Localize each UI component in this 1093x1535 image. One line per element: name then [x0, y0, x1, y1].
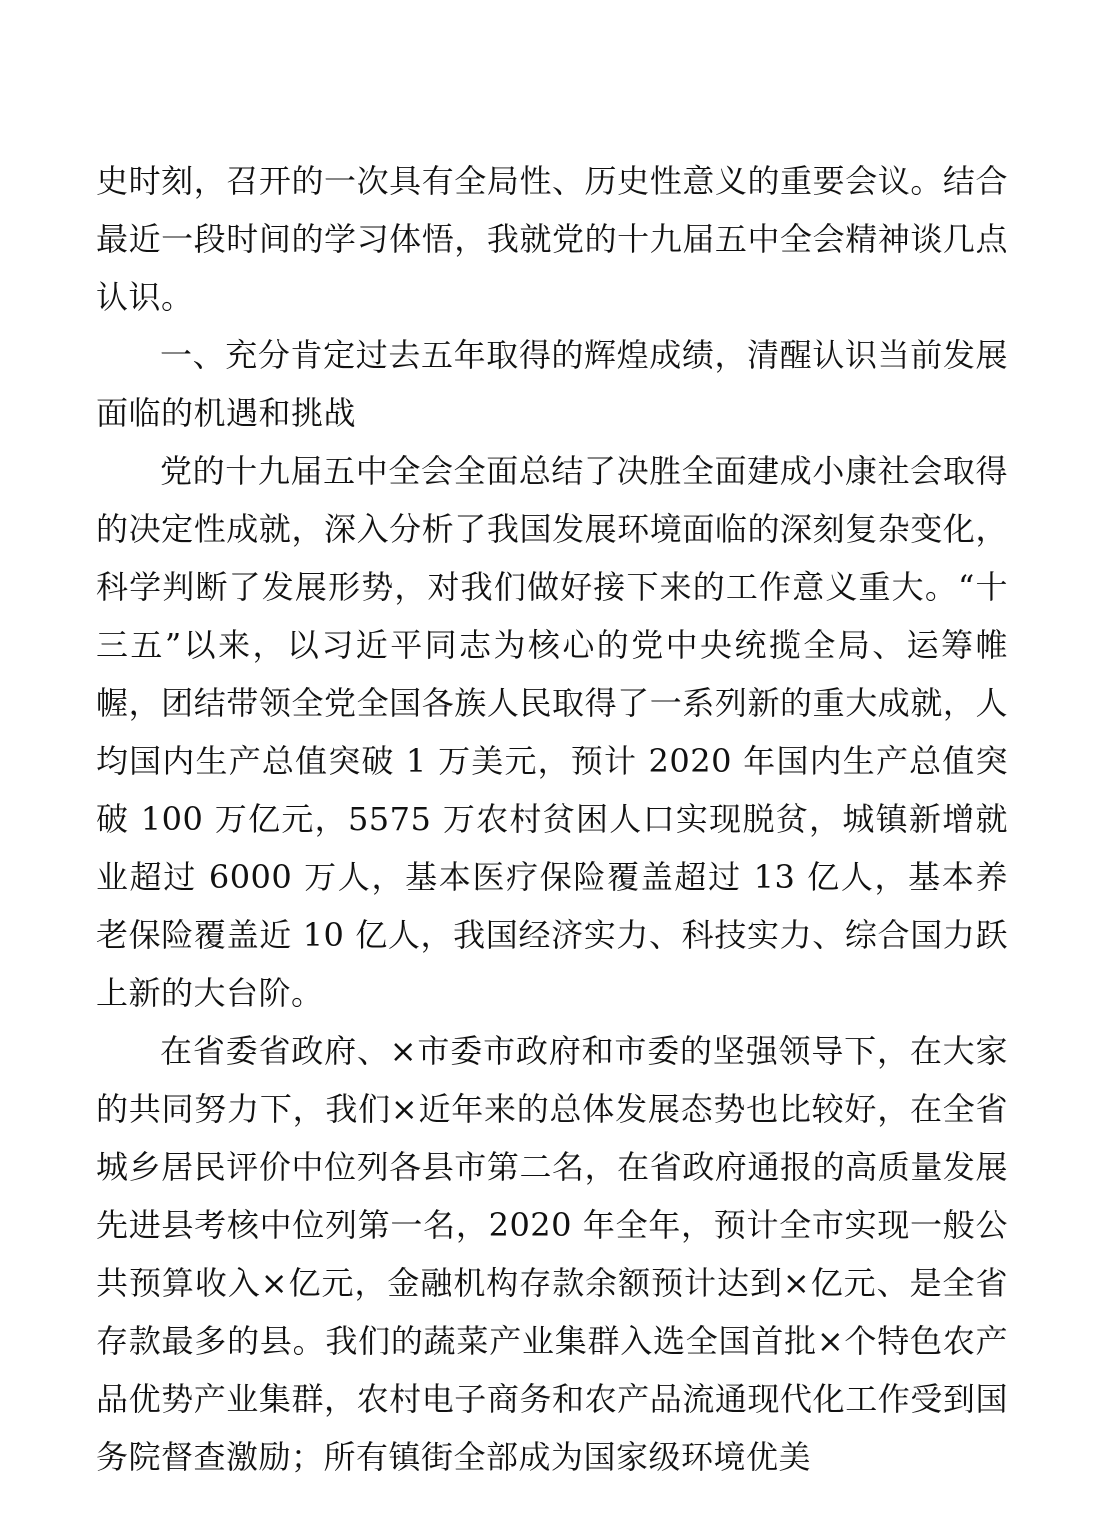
paragraph-local-achievements: 在省委省政府、×市委市政府和市委的坚强领导下，在大家的共同努力下，我们×近年来的总体发展态势也比较好，在全省城乡居民评价中位列各县市第二名，在省政府通报的高质量发展先进县考核中位列第一名，2020 年全年，预计全市实现一般公共预算收入×亿元，金融机构存款余额预计达到×亿元、是全省存款最多的县。我们的蔬菜产业集群入选全国首批×个特色农产品优势产业集群，农村电子商务和农产品流通现代化工作受到国务院督查激励；所有镇街全部成为国家级环境优美 — [96, 1032, 1008, 1476]
document-body — [96, 152, 1008, 1486]
paragraph-continuation: 史时刻，召开的一次具有全局性、历史性意义的重要会议。结合最近一段时间的学习体悟，我就党的十九届五中全会精神谈几点认识。 — [96, 162, 1008, 316]
paragraph-national-achievements: 党的十九届五中全会全面总结了决胜全面建成小康社会取得的决定性成就，深入分析了我国发展环境面临的深刻复杂变化，科学判断了发展形势，对我们做好接下来的工作意义重大。“十三五”以来，以习近平同志为核心的党中央统揽全局、运筹帷幄，团结带领全党全国各族人民取得了一系列新的重大成就，人均国内生产总值突破 1 万美元，预计 2020 年国内生产总值突破 100 万亿元，5575 万农村贫困人口实现脱贫，城镇新增就业超过 6000 万人，基本医疗保险覆盖超过 13 亿人，基本养老保险覆盖近 10 亿人，我国经济实力、科技实力、综合国力跃上新的大台阶。 — [96, 452, 1008, 1012]
section-heading: 一、充分肯定过去五年取得的辉煌成绩，清醒认识当前发展面临的机遇和挑战 — [96, 336, 1008, 432]
